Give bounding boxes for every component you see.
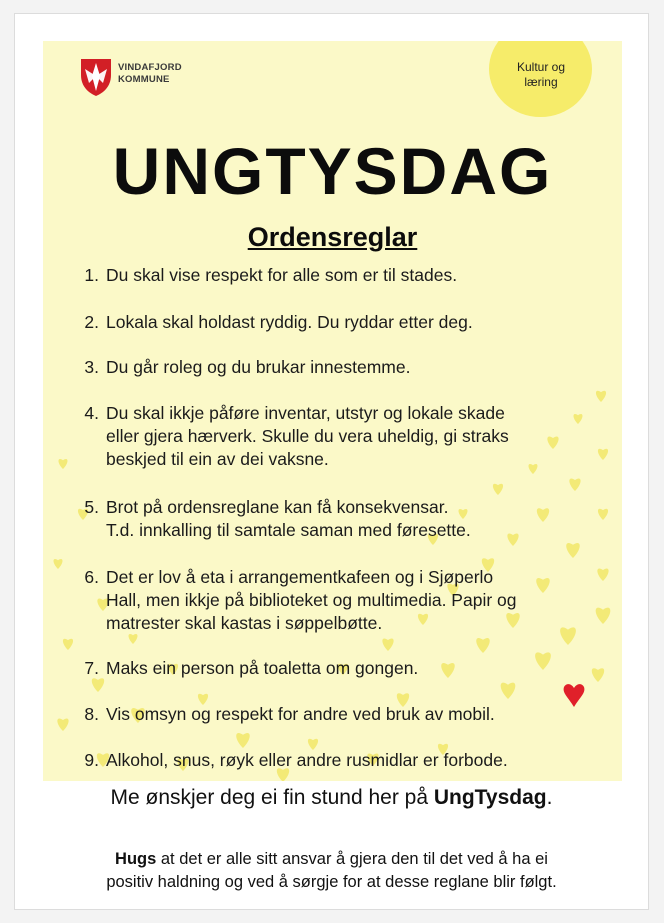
rules-list [43,41,622,781]
rule-number: 6. [84,567,99,587]
rule-text: Det er lov å eta i arrangementkafeen og i Sjøperlo Hall, men ikkje på biblioteket og multimedia. Papir og matrester skal kastas i søppelbøtte. [106,567,517,633]
rule-number: 3. [84,357,99,377]
rule-text: Du skal ikkje påføre inventar, utstyr og lokale skade eller gjera hærverk. Skulle du vera uheldig, gi straks beskjed til ein av dei vaksne. [106,403,509,469]
welcome-message: Me ønskjer deg ei fin stund her på UngTysdag. [110,786,553,809]
rule-text: Brot på ordensreglane kan få konsekvensar. T.d. innkalling til samtale saman med føresette. [106,497,471,540]
rule-number: 2. [84,312,99,332]
poster-title: UNGTYSDAG [112,134,553,208]
rule-text: Du går roleg og du brukar innestemme. [106,357,411,377]
rule-text: Lokala skal holdast ryddig. Du ryddar etter deg. [106,312,473,332]
rule-number: 4. [84,403,99,423]
rule-number: 8. [84,704,99,724]
rule-number: 5. [84,497,99,517]
rule-number: 7. [84,658,99,678]
department-badge-label: Kultur og læring [516,60,566,89]
rule-text: Vis omsyn og respekt for andre ved bruk av mobil. [106,704,495,724]
rules-heading: Ordensreglar [247,222,418,252]
rule-text: Alkohol, snus, røyk eller andre rusmidlar er forbode. [106,750,508,770]
poster [43,41,622,781]
rule-number: 9. [84,750,99,770]
rule-number: 1. [84,265,99,285]
rule-text: Du skal vise respekt for alle som er til stades. [106,265,458,285]
rule-text: Maks ein person på toaletta om gongen. [106,658,419,678]
responsibility-note: Hugs at det er alle sitt ansvar å gjera den til det ved å ha ei positiv haldning og ved å sørgje for at desse reglane blir følgt. [106,850,557,891]
municipality-name: VINDAFJORD KOMMUNE [118,62,182,85]
